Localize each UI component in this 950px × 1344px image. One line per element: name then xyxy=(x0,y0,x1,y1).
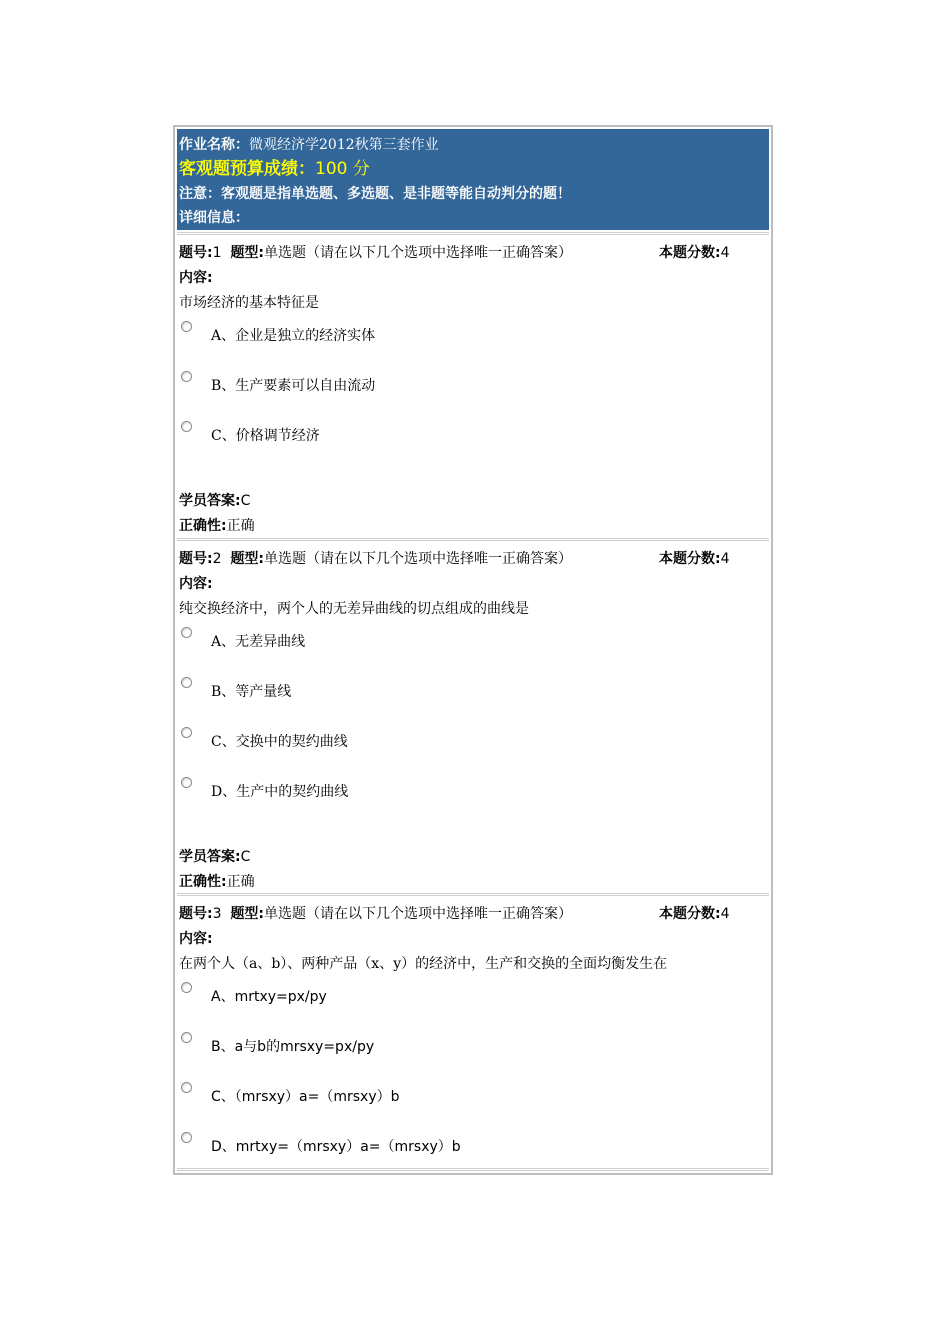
assignment-name: 微观经济学2012秋第三套作业 xyxy=(249,137,439,153)
objective-note: 注意：客观题是指单选题、多选题、是非题等能自动判分的题！ xyxy=(179,186,571,202)
option-text: D、mrtxy=（mrsxy）a=（mrsxy）b xyxy=(211,1139,461,1155)
answer-value: C xyxy=(240,849,251,865)
assignment-title xyxy=(179,133,769,157)
question-score xyxy=(659,549,730,569)
answer-label: 学员答案: xyxy=(179,493,241,509)
assignment-result-frame xyxy=(173,125,773,1175)
question-number: 2 xyxy=(212,551,222,567)
student-answer xyxy=(179,491,250,511)
question-type: 单选题（请在以下几个选项中选择唯一正确答案） xyxy=(264,906,573,922)
question-number: 3 xyxy=(212,906,222,922)
radio-button[interactable] xyxy=(181,421,192,432)
radio-button[interactable] xyxy=(181,321,192,332)
radio-button[interactable] xyxy=(181,371,192,382)
question-meta xyxy=(179,243,572,263)
score-value: 100 分 xyxy=(315,159,370,179)
detail-label: 详细信息： xyxy=(179,210,249,226)
question-1 xyxy=(177,232,769,538)
radio-button[interactable] xyxy=(181,982,192,993)
correctness xyxy=(179,516,255,536)
option-text: C、交换中的契约曲线 xyxy=(211,734,348,750)
question-type: 单选题（请在以下几个选项中选择唯一正确答案） xyxy=(264,245,573,261)
option-text: C、（mrsxy）a=（mrsxy）b xyxy=(211,1089,400,1105)
score-label: 本题分数: xyxy=(659,551,721,567)
question-meta xyxy=(179,549,572,569)
question-meta xyxy=(179,904,572,924)
content-label: 内容: xyxy=(179,270,213,286)
qnum-label: 题号: xyxy=(179,551,213,567)
answer-value: C xyxy=(240,493,251,509)
score-label: 本题分数: xyxy=(659,906,721,922)
option-text: A、无差异曲线 xyxy=(211,634,306,650)
frame-bottom-border xyxy=(177,1164,769,1171)
option-text: C、价格调节经济 xyxy=(211,428,320,444)
question-type: 单选题（请在以下几个选项中选择唯一正确答案） xyxy=(264,551,573,567)
content-label: 内容: xyxy=(179,931,213,947)
radio-button[interactable] xyxy=(181,777,192,788)
student-answer xyxy=(179,847,250,867)
qtype-label: 题型: xyxy=(230,906,265,922)
option-text: B、生产要素可以自由流动 xyxy=(211,378,376,394)
question-content: 纯交换经济中，两个人的无差异曲线的切点组成的曲线是 xyxy=(179,601,529,617)
assignment-label: 作业名称： xyxy=(179,137,249,153)
radio-button[interactable] xyxy=(181,1082,192,1093)
question-3 xyxy=(177,893,769,1169)
option-text: D、生产中的契约曲线 xyxy=(211,784,349,800)
question-points: 4 xyxy=(720,551,730,567)
qnum-label: 题号: xyxy=(179,245,213,261)
correctness-label: 正确性: xyxy=(179,874,227,890)
radio-button[interactable] xyxy=(181,1032,192,1043)
question-number: 1 xyxy=(212,245,222,261)
correctness-label: 正确性: xyxy=(179,518,227,534)
radio-button[interactable] xyxy=(181,1132,192,1143)
option-text: A、企业是独立的经济实体 xyxy=(211,328,376,344)
option-text: B、a与b的mrsxy=px/py xyxy=(211,1039,375,1055)
correctness-value: 正确 xyxy=(226,874,255,890)
question-points: 4 xyxy=(720,906,730,922)
option-text: A、mrtxy=px/py xyxy=(211,989,327,1005)
content-label: 内容: xyxy=(179,576,213,592)
qnum-label: 题号: xyxy=(179,906,213,922)
qtype-label: 题型: xyxy=(230,551,265,567)
question-score xyxy=(659,243,730,263)
result-header xyxy=(177,129,769,230)
question-content: 市场经济的基本特征是 xyxy=(179,295,319,311)
question-content: 在两个人（a、b）、两种产品（x、y）的经济中，生产和交换的全面均衡发生在 xyxy=(179,956,668,972)
radio-button[interactable] xyxy=(181,727,192,738)
correctness-value: 正确 xyxy=(226,518,255,534)
radio-button[interactable] xyxy=(181,677,192,688)
question-score xyxy=(659,904,730,924)
objective-score xyxy=(179,157,769,182)
correctness xyxy=(179,872,255,892)
option-text: B、等产量线 xyxy=(211,684,292,700)
answer-label: 学员答案: xyxy=(179,849,241,865)
qtype-label: 题型: xyxy=(230,245,265,261)
radio-button[interactable] xyxy=(181,627,192,638)
question-points: 4 xyxy=(720,245,730,261)
score-label: 本题分数: xyxy=(659,245,721,261)
question-2 xyxy=(177,538,769,893)
score-label: 客观题预算成绩： xyxy=(179,159,315,179)
